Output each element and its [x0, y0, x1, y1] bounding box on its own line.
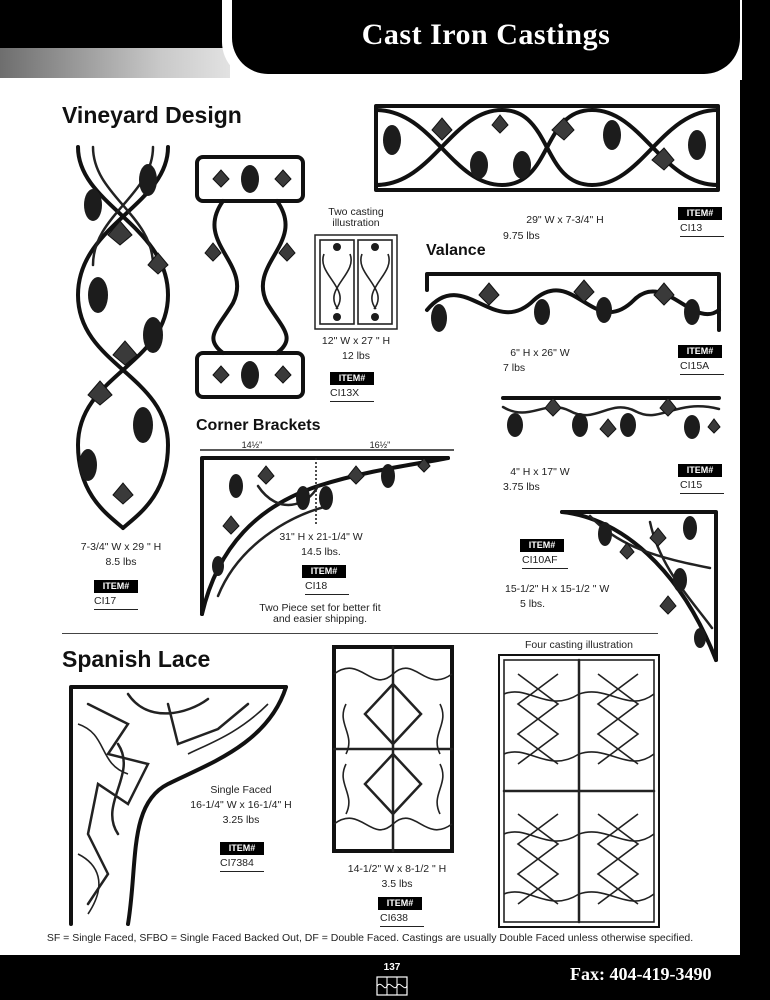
ci18-item-label: ITEM#	[302, 565, 346, 578]
ci17-size: 7-3/4" W x 29 " H	[80, 541, 162, 553]
header-bar	[0, 0, 230, 48]
ci638-weight: 3.5 lbs	[381, 878, 413, 890]
footnote: SF = Single Faced, SFBO = Single Faced Backed Out, DF = Double Faced. Castings are usually Double Faced unless otherwise specified.	[46, 932, 694, 944]
four-casting-note: Four casting illustration	[525, 639, 633, 651]
ci7384-type: Single Faced	[210, 784, 272, 796]
four-casting-illustration-image	[498, 654, 660, 928]
section-corner-brackets: Corner Brackets	[196, 417, 321, 434]
ci15a-item-code: CI15A	[680, 360, 724, 375]
section-vineyard-design: Vineyard Design	[62, 102, 242, 128]
ci10af-item-code: CI10AF	[522, 554, 568, 569]
ci18-size: 31" H x 21-1/4" W	[279, 531, 363, 543]
ci17-weight: 8.5 lbs	[105, 556, 137, 568]
ci13-weight: 9.75 lbs	[503, 230, 540, 242]
ci17-panel-image	[68, 145, 178, 530]
ci18-dim-b: 16½"	[369, 440, 391, 450]
ci13x-illustration-image	[314, 234, 398, 330]
page-number: 137	[383, 962, 401, 973]
ci13x-note-line2: illustration	[332, 217, 380, 229]
ci13-valance-image	[372, 100, 722, 198]
right-border	[740, 0, 770, 1000]
ci638-item-code: CI638	[380, 912, 424, 927]
fax-number: Fax: 404-419-3490	[570, 964, 712, 984]
ci13-size: 29" W x 7-3/4" H	[526, 214, 604, 226]
ci15-item-label: ITEM#	[678, 464, 722, 477]
ci18-dim-a: 14½"	[241, 440, 263, 450]
ci18-note-line1: Two Piece set for better fit	[259, 602, 381, 614]
ci13-item-code: CI13	[680, 222, 724, 237]
ci10af-size: 15-1/2" H x 15-1/2 " W	[505, 583, 610, 595]
ci15-valance-image	[500, 393, 722, 447]
ci15a-valance-image	[424, 270, 722, 340]
ci15-weight: 3.75 lbs	[503, 481, 540, 493]
ci13x-size: 12" W x 27 " H	[321, 335, 391, 347]
ci15a-weight: 7 lbs	[503, 362, 526, 374]
ci7384-item-code: CI7384	[220, 857, 264, 872]
ci18-item-code: CI18	[305, 580, 349, 595]
ci15a-item-label: ITEM#	[678, 345, 722, 358]
section-divider	[62, 633, 658, 634]
ci638-panel-image	[331, 644, 455, 854]
ci13x-item-code: CI13X	[330, 387, 374, 402]
ci17-item-code: CI17	[94, 595, 138, 610]
ci7384-weight: 3.25 lbs	[222, 814, 260, 826]
section-valance: Valance	[426, 242, 486, 259]
ci10af-weight: 5 lbs.	[520, 598, 546, 610]
ci13-item-label: ITEM#	[678, 207, 722, 220]
ci13x-panel-image	[193, 153, 307, 403]
page-ornament-icon	[376, 976, 408, 996]
ci7384-size: 16-1/4" W x 16-1/4" H	[190, 799, 292, 811]
ci18-note-line2: and easier shipping.	[273, 613, 367, 625]
ci10af-item-label: ITEM#	[520, 539, 564, 552]
ci15-item-code: CI15	[680, 479, 724, 494]
ci15-size: 4" H x 17" W	[510, 466, 570, 478]
ci13x-item-label: ITEM#	[330, 372, 374, 385]
ci638-item-label: ITEM#	[378, 897, 422, 910]
ci15a-size: 6" H x 26" W	[510, 347, 570, 359]
ci7384-item-label: ITEM#	[220, 842, 264, 855]
ci13x-note-line1: Two casting	[328, 206, 384, 218]
ci17-item-label: ITEM#	[94, 580, 138, 593]
header-gradient	[0, 48, 230, 78]
section-spanish-lace: Spanish Lace	[62, 646, 211, 672]
ci18-weight: 14.5 lbs.	[301, 546, 341, 558]
page-title: Cast Iron Castings	[361, 18, 611, 51]
ci638-size: 14-1/2" W x 8-1/2 " H	[347, 863, 447, 875]
ci13x-weight: 12 lbs	[341, 350, 371, 362]
